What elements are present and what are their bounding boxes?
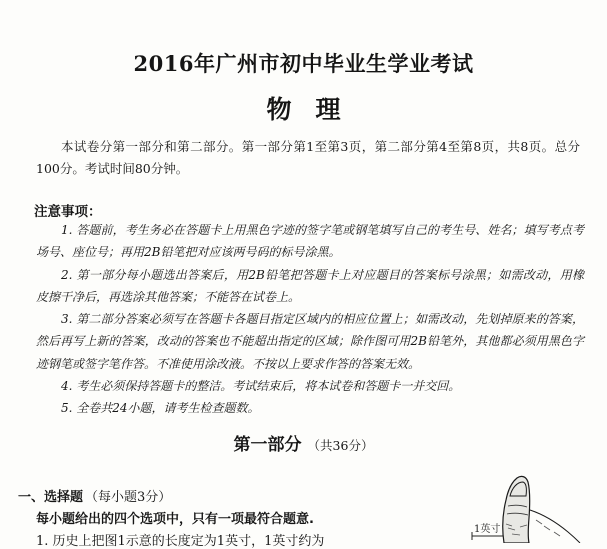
thumb-inch-figure <box>468 470 588 543</box>
notice-item: 2. 第一部分每小题选出答案后，用2B铅笔把答题卡上对应题目的答案标号涂黑；如需改动，用橡皮擦干净后，再选涂其他答案；不能答在试卷上。 <box>36 267 584 304</box>
part-one-score: （共36分） <box>307 438 374 453</box>
exam-title: 2016年广州市初中毕业生学业考试 <box>133 51 474 76</box>
notice-item: 4. 考生必须保持答题卡的整洁。考试结束后，将本试卷和答题卡一并交回。 <box>61 379 461 394</box>
question-1: 1. 历史上把图1示意的长度定为1英寸，1英寸约为 <box>36 534 325 549</box>
notice-item: 3. 第二部分答案必须写在答题卡各题目指定区域内的相应位置上；如需改动，先划掉原来的答案，然后再写上新的答案，改动的答案也不能超出指定的区域；除作图可用2B铅笔外，其他都必须用黑色字迹钢笔或签字笔作答。不准使用涂改液。不按以上要求作答的答案无效。 <box>36 312 584 371</box>
figure-label: 1英寸 <box>474 524 501 535</box>
notice-item: 1. 答题前，考生务必在答题卡上用黑色字迹的签字笔或钢笔填写自己的考生号、姓名；填写考点考场号、座位号；再用2B铅笔把对应该两号码的标号涂黑。 <box>36 223 584 260</box>
intro-paragraph: 本试卷分第一部分和第二部分。第一部分第1至第3页，第二部分第4至第8页，共8页。总分100分。考试时间80分钟。 <box>36 139 580 176</box>
subject-title: 物理 <box>266 95 365 124</box>
hand-outline <box>530 510 580 543</box>
section-one-heading <box>18 486 171 505</box>
part-one-heading <box>0 430 607 455</box>
hand-hatching <box>536 520 560 536</box>
thumb-illustration <box>468 470 588 543</box>
notice-item: 5. 全卷共24小题，请考生检查题数。 <box>61 401 260 416</box>
notice-list <box>36 219 584 420</box>
section-one-note: （每小题3分） <box>85 490 172 505</box>
section-one-title: 一、选择题 <box>18 490 84 505</box>
part-one-title: 第一部分 <box>233 435 302 455</box>
section-one-instruction: 每小题给出的四个选项中，只有一项最符合题意. <box>36 512 314 527</box>
notice-heading: 注意事项： <box>34 204 102 220</box>
